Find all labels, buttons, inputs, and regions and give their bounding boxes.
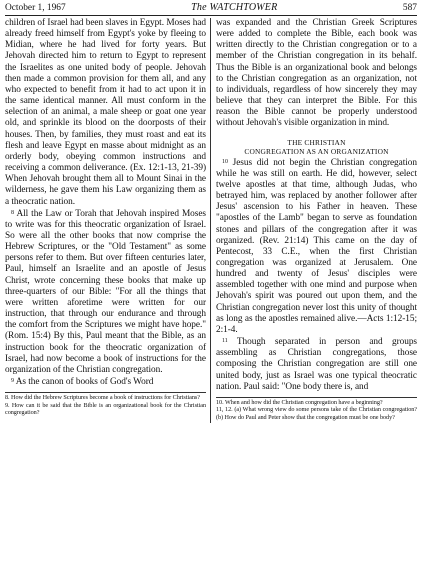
header-rule — [5, 15, 417, 16]
study-question: 9. How can it be said that the Bible is an organizational book for the Christian congregation? — [5, 401, 206, 417]
paragraph-10 — [216, 157, 417, 337]
left-column — [5, 18, 206, 422]
questions-rule — [216, 397, 417, 398]
page-number: 587 — [402, 3, 417, 13]
paragraph-number: 9 — [11, 378, 14, 384]
paragraph-9 — [5, 376, 206, 388]
paragraph-number: 8 — [11, 209, 14, 216]
questions-rule — [5, 392, 206, 393]
paragraph-8 — [5, 208, 206, 376]
subheading-line: CONGREGATION AS AN ORGANIZATION — [244, 146, 389, 156]
subheading-line: THE CHRISTIAN — [287, 137, 346, 147]
paragraph-continued: was expanded and the Christian Greek Scriptures were added to complete the Bible, each book was written directly to the Christian congregation or to a member of the Christian congregation in its behalf. Thus the Bible is an organizational book and belongs to the Christian congregation as an organization, not to individuals, regardless of how sincerely they may believe that they can interpret the Bible. For this reason the Bible cannot be properly understood without Jehovah's visible organization in mind. — [216, 18, 417, 129]
two-column-body — [5, 18, 417, 422]
page-header — [5, 2, 417, 14]
paragraph-text: Jesus did not begin the Christian congregation while he was still on earth. He did, however, select twelve apostles at that time, although Judas, who betrayed him, was replaced by another follower after Jesus' ascension to his Father in heaven. These "apostles of the Lamb" began to serve as foundation stones and pillars of the congregation after it was organized. (Rev. 21:14) This came on the day of Pentecost, 33 C.E., when the first Christian congregation was organized at Jerusalem. One hundred and twenty of Jesus' disciples were assembled together with one mind and purpose when Jehovah's spirit was poured out upon them, and the Christian congregation never lost this unity of thought as long as the apostles remained alive.—Acts 1:12-15; 2:1-4. — [216, 157, 417, 335]
right-column — [216, 18, 417, 422]
paragraph-text: As the canon of books of God's Word — [15, 377, 154, 387]
column-divider — [210, 18, 211, 423]
study-questions — [216, 399, 417, 422]
issue-date: October 1, 1967 — [5, 3, 66, 13]
study-question: 8. How did the Hebrew Scriptures become a book of instructions for Christians? — [5, 394, 200, 402]
study-questions — [5, 394, 206, 417]
paragraph-11 — [216, 336, 417, 393]
paragraph-number: 10 — [222, 158, 228, 165]
paragraph-continued: children of Israel had been slaves in Egypt. Moses had already freed himself from Egypt's yoke by fleeing to Midian, where he had lived for forty years. But Jehovah directed him to return to Egypt to represent the Israelites as one united body of people. Jehovah then made a common provision for them all, and any who expected to benefit from it had to act upon it in the same identical manner. All must conform in the selection of an animal, a male sheep or goat one year old, and sprinkle its blood on the doorposts of their houses. Then, by families, they must roast and eat its flesh and leave Egypt en masse about midnight as an orderly body, obeying common instructions and receiving a common deliverance. (Ex. 12:1-13, 21-39) When Jehovah brought them all to Mount Sinai in the wilderness, he gave them his Law organizing them as a theocratic nation. — [5, 18, 206, 207]
paragraph-number: 11 — [222, 338, 228, 345]
magazine-title: The WATCHTOWER — [191, 2, 278, 13]
study-question: 10. When and how did the Christian congregation have a beginning? — [216, 398, 383, 406]
paragraph-text: Though separated in person and groups assembling as Christian congregations, those composing the Christian congregation are still one united body, just as Israel was one typical theocratic nation. Paul said: "One body there is, and — [216, 337, 417, 392]
study-question: 11, 12. (a) What wrong view do some persons take of the Christian congregation? (b) How do Paul and Peter show that the congregation must be one body? — [216, 406, 417, 422]
paragraph-text: All the Law or Torah that Jehovah inspired Moses to write was for this theocratic organization of Israel. So were all the other books that now comprise the Hebrew Scriptures, or the "Old Testament" as some persons refer to them. But over fifteen centuries later, Paul, himself an Israelite and an apostle of Jesus Christ, wrote concerning these books that make up three-quarters of our Bible: "For all the things that were written aforetime were written for our instruction, that through our endurance and through the comfort from the Scriptures we might have hope." (Rom. 15:4) By this, Paul meant that the Bible, as an instruction book for the theocratic organization of Israel, had now become a book of instructions for the organization of the Christian congregation. — [5, 208, 206, 375]
section-subheading — [216, 138, 417, 156]
